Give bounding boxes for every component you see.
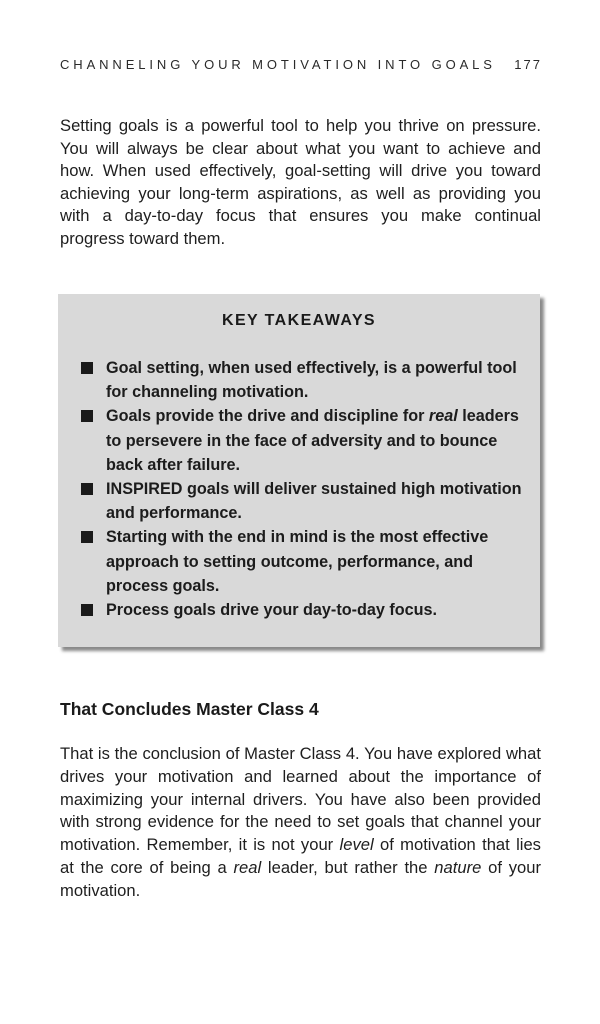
square-bullet-icon bbox=[81, 483, 93, 495]
takeaway-text: leaders to persevere in the face of adversity and to bounce back after failure. bbox=[106, 407, 519, 474]
square-bullet-icon bbox=[81, 410, 93, 422]
key-takeaways-box bbox=[58, 294, 540, 647]
running-head bbox=[60, 57, 542, 72]
takeaway-item bbox=[80, 477, 528, 525]
square-bullet-icon bbox=[81, 604, 93, 616]
takeaway-item bbox=[80, 356, 528, 404]
takeaway-emphasis: real bbox=[428, 407, 458, 426]
paragraph-text: That is the conclusion of Master Class 4. You have explored what drives your motivation and learned about the importance of maximizing your internal drivers. You have also been provided with strong evidence for the need to set goals that channel your motivation. Remember, it is not your bbox=[60, 744, 541, 855]
takeaway-item bbox=[80, 598, 528, 622]
key-takeaways-list bbox=[80, 356, 528, 622]
emphasis-text: level bbox=[339, 835, 374, 855]
takeaway-text: Goal setting, when used effectively, is a powerful tool for channeling motivation. bbox=[106, 359, 517, 402]
takeaway-item bbox=[80, 525, 528, 598]
takeaway-text: Process goals drive your day-to-day focus. bbox=[106, 601, 438, 620]
intro-paragraph: Setting goals is a powerful tool to help you thrive on pressure. You will always be clear about what you want to achieve and how. When used effectively, goal-setting will drive you toward achieving your long-term aspirations, as well as providing you with a day-to-day focus that ensures you make continual progress toward them. bbox=[60, 116, 541, 248]
emphasis-text: real bbox=[233, 857, 262, 877]
running-title: CHANNELING YOUR MOTIVATION INTO GOALS bbox=[60, 57, 496, 72]
paragraph-text: of motivation that lies at the core of being a bbox=[60, 835, 541, 877]
conclusion-paragraph bbox=[60, 743, 541, 903]
takeaway-item bbox=[80, 404, 528, 477]
takeaway-text: Goals provide the drive and discipline for bbox=[106, 407, 429, 426]
takeaway-text: Starting with the end in mind is the most effective approach to setting outcome, performance, and process goals. bbox=[106, 528, 489, 595]
takeaway-text: INSPIRED goals will deliver sustained high motivation and performance. bbox=[106, 480, 522, 523]
section-heading: That Concludes Master Class 4 bbox=[60, 699, 319, 719]
paragraph-text: leader, but rather the bbox=[261, 857, 435, 877]
emphasis-text: nature bbox=[434, 857, 482, 877]
paragraph-text: of your motivation. bbox=[60, 857, 541, 900]
page-number: 177 bbox=[514, 57, 542, 72]
square-bullet-icon bbox=[81, 531, 93, 543]
key-takeaways-title: KEY TAKEAWAYS bbox=[222, 312, 376, 329]
square-bullet-icon bbox=[81, 362, 93, 374]
